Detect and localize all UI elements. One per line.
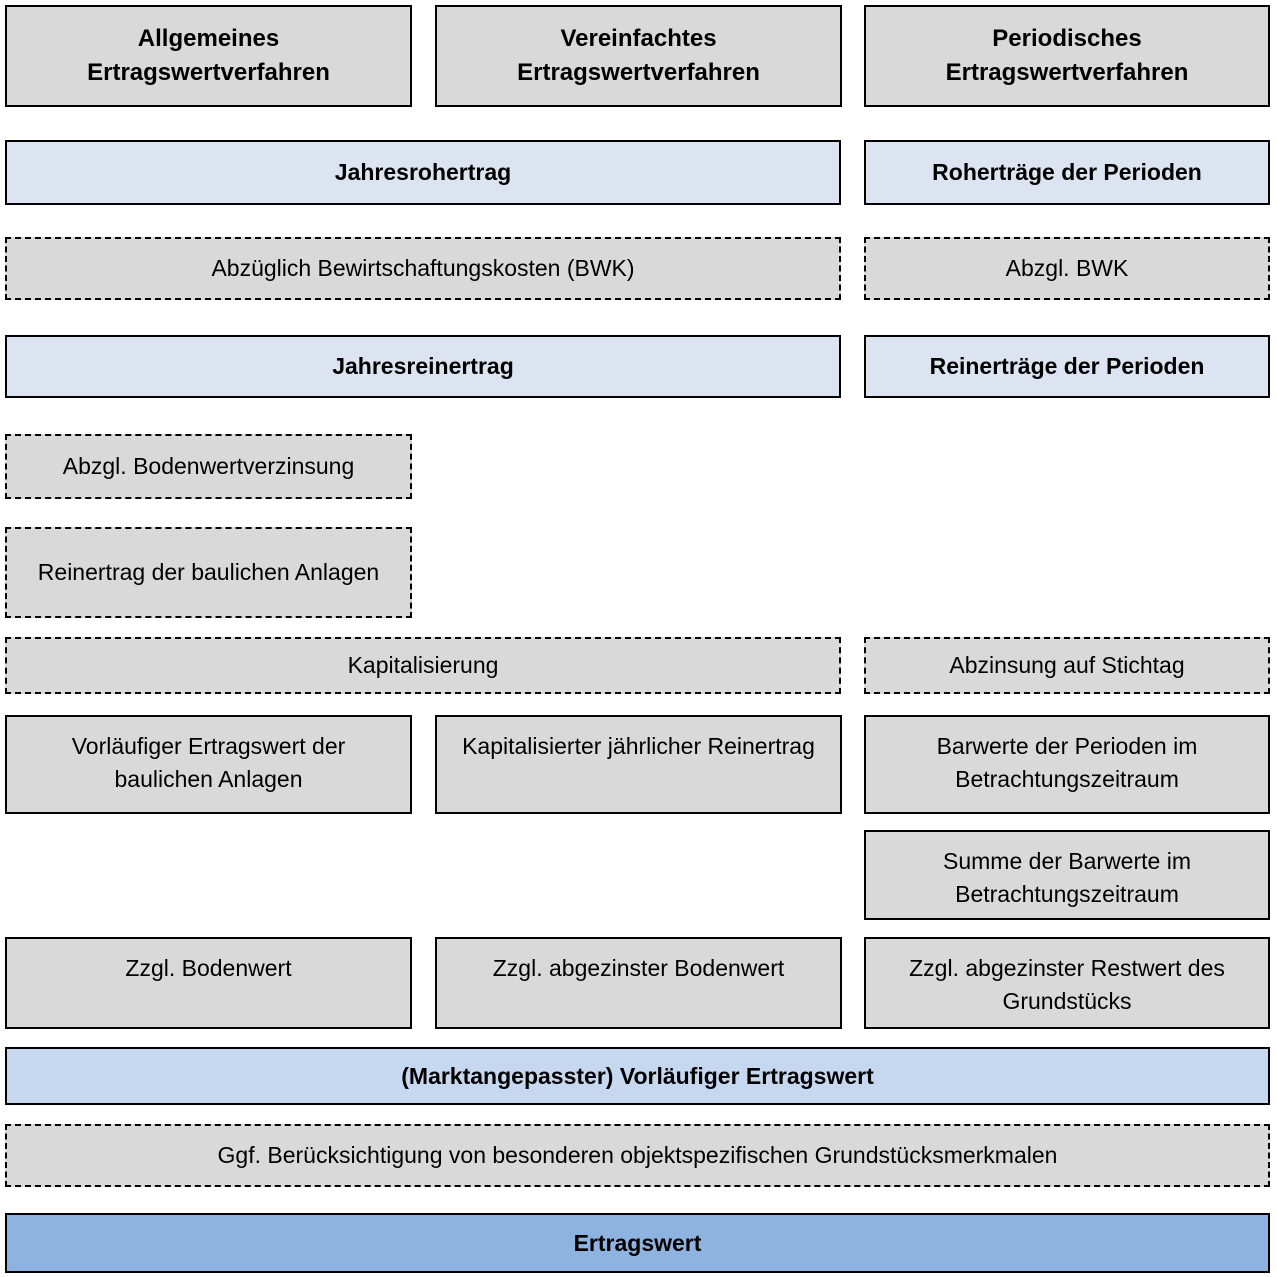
box-vorlaeufiger-ertragswert-bauliche-anlagen: Vorläufiger Ertragswert der baulichen Anlagen xyxy=(5,715,412,814)
box-rohertraege-der-perioden: Roherträge der Perioden xyxy=(864,140,1270,205)
box-ggf-besondere-grundstuecksmerkmale: Ggf. Berücksichtigung von besonderen objektspezifischen Grundstücksmerkmalen xyxy=(5,1124,1270,1187)
box-abzueglich-bewirtschaftungskosten: Abzüglich Bewirtschaftungskosten (BWK) xyxy=(5,237,841,300)
box-header-periodisches-ertragswertverfahren: Periodisches Ertragswertverfahren xyxy=(864,5,1270,107)
box-kapitalisierter-jaehrlicher-reinertrag: Kapitalisierter jährlicher Reinertrag xyxy=(435,715,842,814)
box-jahresreinertrag: Jahresreinertrag xyxy=(5,335,841,398)
box-marktangepasster-vorlaeufiger-ertragswert: (Marktangepasster) Vorläufiger Ertragswert xyxy=(5,1047,1270,1105)
box-header-vereinfachtes-ertragswertverfahren: Vereinfachtes Ertragswertverfahren xyxy=(435,5,842,107)
box-abzinsung-auf-stichtag: Abzinsung auf Stichtag xyxy=(864,637,1270,694)
box-abzgl-bodenwertverzinsung: Abzgl. Bodenwertverzinsung xyxy=(5,434,412,499)
box-jahresrohertrag: Jahresrohertrag xyxy=(5,140,841,205)
box-ertragswert: Ertragswert xyxy=(5,1213,1270,1273)
box-reinertraege-der-perioden: Reinerträge der Perioden xyxy=(864,335,1270,398)
box-kapitalisierung: Kapitalisierung xyxy=(5,637,841,694)
box-abzgl-bwk: Abzgl. BWK xyxy=(864,237,1270,300)
box-zzgl-abgezinster-restwert: Zzgl. abgezinster Restwert des Grundstücks xyxy=(864,937,1270,1029)
box-header-allgemeines-ertragswertverfahren: Allgemeines Ertragswertverfahren xyxy=(5,5,412,107)
box-summe-der-barwerte: Summe der Barwerte im Betrachtungszeitraum xyxy=(864,830,1270,920)
box-barwerte-der-perioden: Barwerte der Perioden im Betrachtungszeitraum xyxy=(864,715,1270,814)
box-zzgl-abgezinster-bodenwert: Zzgl. abgezinster Bodenwert xyxy=(435,937,842,1029)
box-zzgl-bodenwert: Zzgl. Bodenwert xyxy=(5,937,412,1029)
box-reinertrag-der-baulichen-anlagen: Reinertrag der baulichen Anlagen xyxy=(5,527,412,618)
